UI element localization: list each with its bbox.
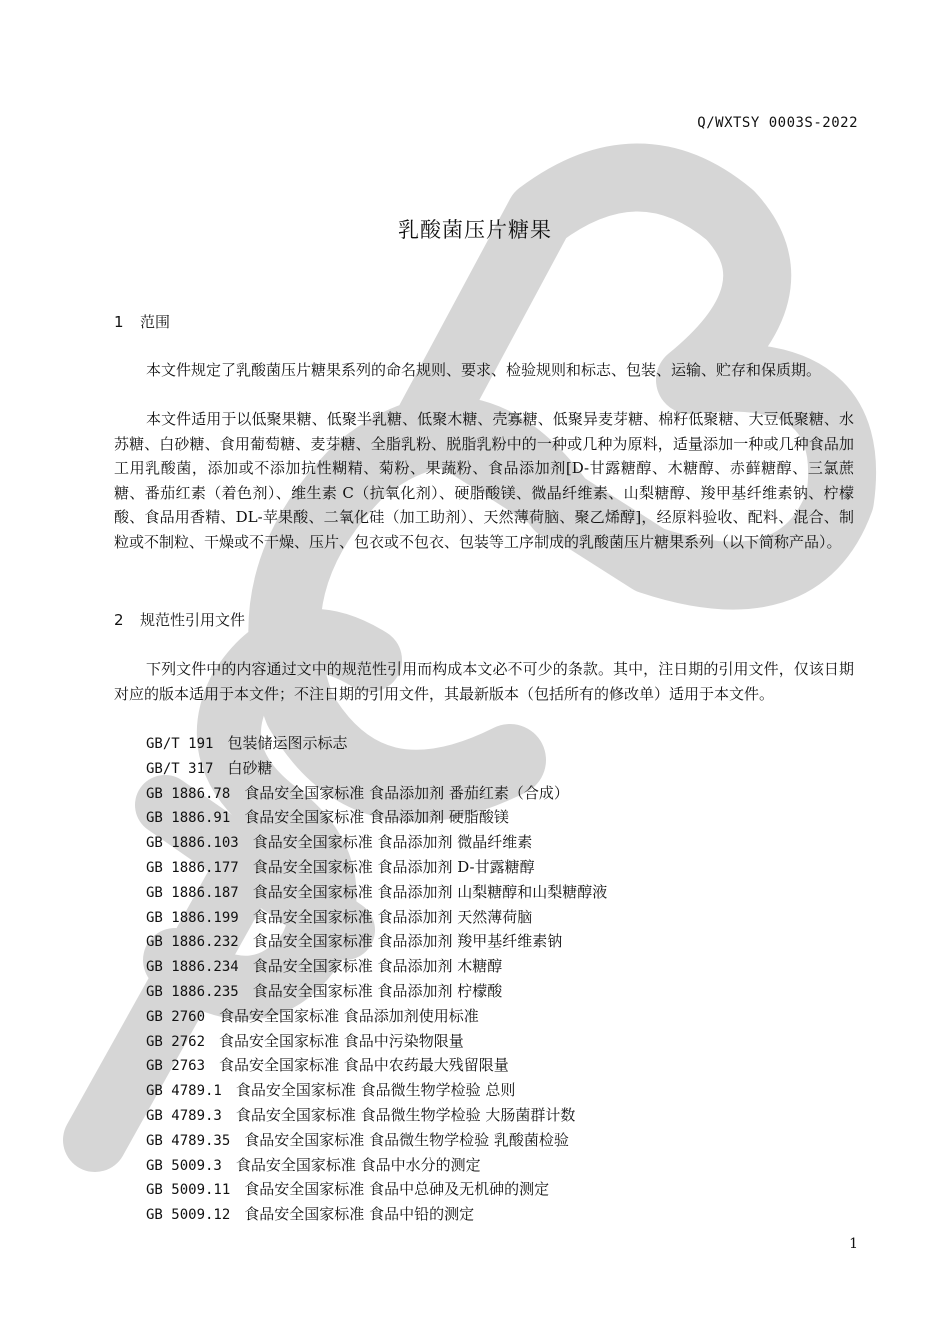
reference-title: 食品安全国家标准 食品添加剂 D-甘露糖醇 xyxy=(252,857,535,876)
reference-item xyxy=(146,1053,607,1078)
section-2-heading xyxy=(114,609,245,630)
reference-item xyxy=(146,929,607,954)
reference-item xyxy=(146,781,607,806)
reference-code: GB 1886.103 xyxy=(146,835,239,852)
reference-title: 食品安全国家标准 食品中农药最大残留限量 xyxy=(219,1056,509,1075)
reference-item xyxy=(146,731,607,756)
reference-item xyxy=(146,1004,607,1029)
reference-code: GB 5009.12 xyxy=(146,1207,231,1224)
reference-title: 食品安全国家标准 食品添加剂 羧甲基纤维素钠 xyxy=(252,932,563,951)
reference-code: GB 4789.1 xyxy=(146,1083,222,1100)
reference-code: GB 1886.234 xyxy=(146,959,239,976)
reference-item xyxy=(146,1103,607,1128)
section-1-number: 1 xyxy=(114,313,124,331)
section-1-title: 范围 xyxy=(140,313,171,331)
reference-code: GB 2762 xyxy=(146,1033,206,1050)
reference-title: 食品安全国家标准 食品添加剂 柠檬酸 xyxy=(252,981,503,1000)
reference-code: GB 1886.235 xyxy=(146,983,239,1000)
reference-code: GB 5009.3 xyxy=(146,1157,222,1174)
reference-code: GB 2760 xyxy=(146,1008,206,1025)
document-title: 乳酸菌压片糖果 xyxy=(398,218,552,242)
reference-code: GB 1886.91 xyxy=(146,810,231,827)
reference-title: 包装储运图示标志 xyxy=(227,734,348,752)
reference-code: GB 1886.199 xyxy=(146,909,239,926)
reference-code: GB 4789.3 xyxy=(146,1107,222,1124)
reference-item xyxy=(146,1029,607,1054)
section-2-title: 规范性引用文件 xyxy=(140,611,246,629)
reference-title: 食品安全国家标准 食品中铅的测定 xyxy=(244,1205,475,1224)
reference-title: 食品安全国家标准 食品添加剂 硬脂酸镁 xyxy=(244,808,509,827)
section-2-intro: 下列文件中的内容通过文中的规范性引用而构成本文必不可少的条款。其中，注日期的引用文件，仅该日期对应的版本适用于本文件；不注日期的引用文件，其最新版本（包括所有的修改单）适用于本文件。 xyxy=(114,660,854,703)
reference-code: GB 4789.35 xyxy=(146,1132,231,1149)
reference-title: 食品安全国家标准 食品添加剂 微晶纤维素 xyxy=(252,833,533,852)
reference-item xyxy=(146,1078,607,1103)
reference-item xyxy=(146,756,607,781)
reference-item xyxy=(146,805,607,830)
reference-code: GB 5009.11 xyxy=(146,1182,231,1199)
section-1-paragraph-1: 本文件规定了乳酸菌压片糖果系列的命名规则、要求、检验规则和标志、包装、运输、贮存和保质期。 xyxy=(146,361,822,379)
reference-title: 食品安全国家标准 食品添加剂 番茄红素（合成） xyxy=(244,783,569,802)
reference-code: GB 1886.177 xyxy=(146,859,239,876)
document-code: Q/WXTSY 0003S-2022 xyxy=(697,115,858,131)
reference-code: GB 1886.78 xyxy=(146,785,231,802)
reference-title: 食品安全国家标准 食品中总砷及无机砷的测定 xyxy=(244,1180,550,1199)
reference-title: 食品安全国家标准 食品中污染物限量 xyxy=(219,1031,464,1050)
reference-title: 食品安全国家标准 食品微生物学检验 总则 xyxy=(235,1081,516,1100)
reference-title: 食品安全国家标准 食品添加剂使用标准 xyxy=(219,1006,479,1025)
reference-code: GB 1886.232 xyxy=(146,934,239,951)
page-number: 1 xyxy=(849,1236,858,1252)
reference-title: 食品安全国家标准 食品中水分的测定 xyxy=(235,1155,481,1174)
reference-item xyxy=(146,979,607,1004)
reference-title: 白砂糖 xyxy=(227,758,273,777)
reference-item xyxy=(146,905,607,930)
reference-code: GB/T 191 xyxy=(146,736,214,752)
reference-item xyxy=(146,1202,607,1227)
section-1-paragraph-2: 本文件适用于以低聚果糖、低聚半乳糖、低聚木糖、壳寡糖、低聚异麦芽糖、棉籽低聚糖、大豆低聚糖、水苏糖、白砂糖、食用葡萄糖、麦芽糖、全脂乳粉、脱脂乳粉中的一种或几种为原料，适量添加一种或几种食品加工用乳酸菌，添加或不添加抗性糊精、菊粉、果蔬粉、食品添加剂[D-甘露糖醇、木糖醇、赤藓糖醇、三氯蔗糖、番茄红素（着色剂）、维生素 C（抗氧化剂）、硬脂酸镁、微晶纤维素、山梨糖醇、羧甲基纤维素钠、柠檬酸、食品用香精、DL-苹果酸、二氧化硅（加工助剂）、天然薄荷脑、聚乙烯醇]，经原料验收、配料、混合、制粒或不制粒、干燥或不干燥、压片、包衣或不包衣、包装等工序制成的乳酸菌压片糖果系列（以下简称产品）。 xyxy=(114,410,854,551)
reference-code: GB/T 317 xyxy=(146,760,214,777)
reference-title: 食品安全国家标准 食品添加剂 山梨糖醇和山梨糖醇液 xyxy=(252,882,608,901)
reference-title: 食品安全国家标准 食品添加剂 木糖醇 xyxy=(252,957,503,976)
reference-list xyxy=(146,731,607,1227)
reference-item xyxy=(146,855,607,880)
reference-code: GB 1886.187 xyxy=(146,884,239,901)
reference-item xyxy=(146,1177,607,1202)
reference-title: 食品安全国家标准 食品添加剂 天然薄荷脑 xyxy=(252,907,533,926)
reference-item xyxy=(146,1153,607,1178)
reference-title: 食品安全国家标准 食品微生物学检验 大肠菌群计数 xyxy=(235,1105,576,1124)
section-1-heading xyxy=(114,311,170,332)
reference-item xyxy=(146,1128,607,1153)
reference-item xyxy=(146,880,607,905)
reference-code: GB 2763 xyxy=(146,1058,206,1075)
reference-item xyxy=(146,830,607,855)
reference-item xyxy=(146,954,607,979)
section-2-number: 2 xyxy=(114,611,124,629)
reference-title: 食品安全国家标准 食品微生物学检验 乳酸菌检验 xyxy=(244,1130,569,1149)
